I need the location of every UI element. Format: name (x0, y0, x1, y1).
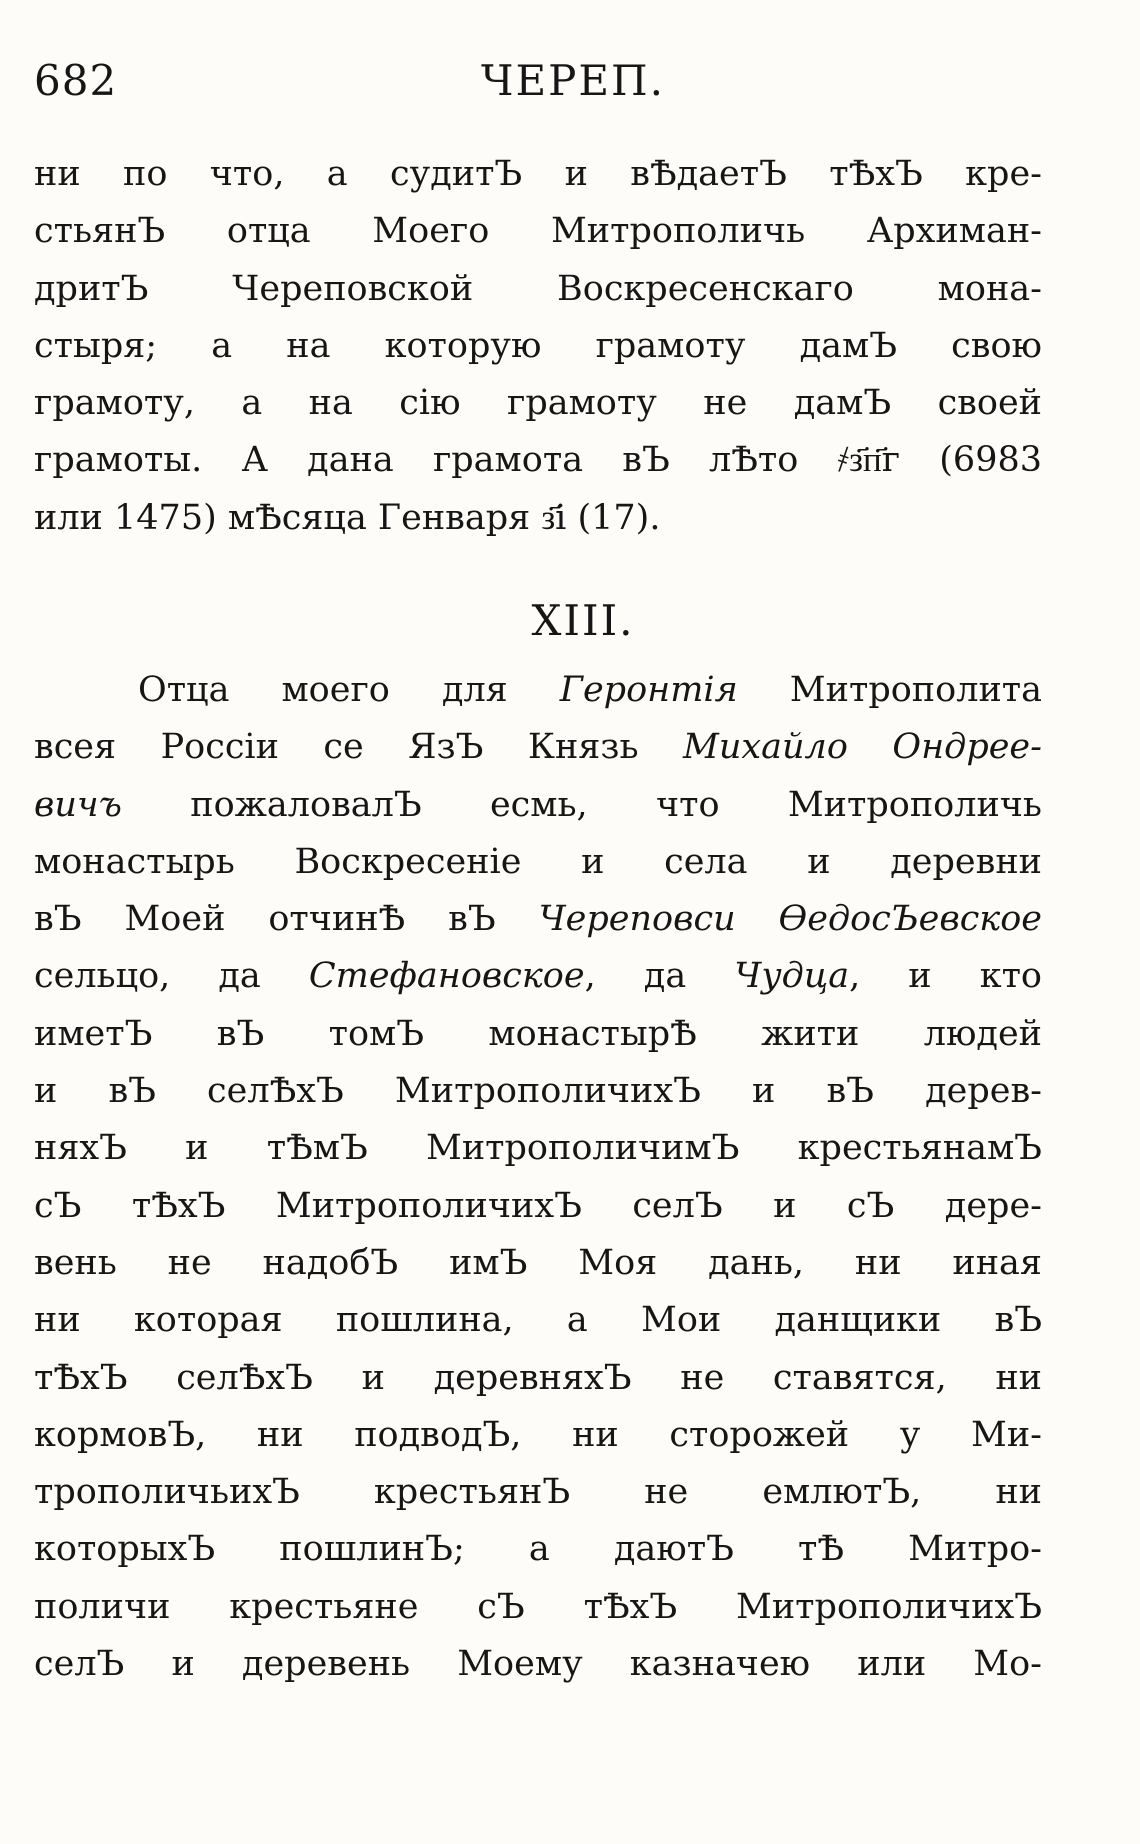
paragraph-continuation (34, 146, 1042, 547)
text-run: и вЪ селѢхЪ МитрополичихЪ и вЪ дерев- (34, 1071, 1042, 1112)
text-run: которыхЪ пошлинЪ; а даютЪ тѢ Митро- (34, 1529, 1042, 1570)
text-run: монастырь Воскресеніе и села и деревни (34, 841, 1042, 882)
text-line: или 1475) мѢсяца Генваря з҃і (17). (34, 497, 661, 538)
text-line (34, 834, 1042, 891)
running-head (34, 56, 1082, 116)
text-line (34, 1350, 1042, 1407)
text-line: стыря; а на которую грамоту дамЪ свою (34, 325, 1042, 366)
text-run: , да (584, 956, 735, 997)
text-run: Митрополита (737, 670, 1042, 710)
italic-name: Геронтія (559, 670, 738, 710)
text-line: ни по что, а судитЪ и вѢдаетЪ тѢхЪ кре- (34, 154, 1042, 194)
text-line (34, 1521, 1042, 1578)
text-run: тѢхЪ селѢхЪ и деревняхЪ не ставятся, ни (34, 1357, 1042, 1398)
text-line (34, 1579, 1042, 1636)
text-line (34, 719, 1042, 776)
text-line (34, 1464, 1042, 1521)
paragraph-charter-xiii (34, 662, 1042, 1693)
text-line (34, 948, 1042, 1005)
page-number: 682 (34, 56, 118, 105)
text-line: грамоты. А дана грамота вЪ лѢто ҂з҃п҃г (6983 (34, 440, 1042, 481)
text-run: няхЪ и тѢмЪ МитрополичимЪ крестьянамЪ (34, 1128, 1042, 1169)
text-run: иметЪ вЪ томЪ монастырѢ жити людей (34, 1013, 1042, 1054)
text-run: вень не надобЪ имЪ Моя дань, ни иная (34, 1242, 1042, 1283)
italic-name: Череповси ѲедосЪевское (538, 899, 1042, 940)
text-run: поличи крестьяне сЪ тѢхЪ МитрополичихЪ (34, 1586, 1042, 1627)
text-line (34, 1292, 1042, 1349)
text-run: Отца моего для (138, 670, 560, 710)
text-run: сЪ тѢхЪ МитрополичихЪ селЪ и сЪ дере- (34, 1185, 1042, 1226)
text-run: ни которая пошлина, а Мои данщики вЪ (34, 1300, 1042, 1341)
text-line: стьянЪ отца Моего Митрополичь Архиман- (34, 211, 1042, 252)
text-run: всея Россіи се ЯзЪ Князь (34, 727, 684, 768)
text-line (34, 891, 1042, 948)
text-run: селЪ и деревень Моему казначею или Мо- (34, 1644, 1042, 1685)
text-line: дритЪ Череповской Воскресенскаго мона- (34, 268, 1042, 309)
text-line (34, 1407, 1042, 1464)
text-line (34, 777, 1042, 834)
italic-name: Михайло Ондрее- (683, 727, 1042, 768)
text-line (34, 1178, 1042, 1235)
text-run: кормовЪ, ни подводЪ, ни сторожей у Ми- (34, 1414, 1042, 1455)
text-run: , и кто (849, 956, 1042, 997)
text-line (34, 1235, 1042, 1292)
text-run: сельцо, да (34, 956, 309, 997)
text-line (34, 1063, 1042, 1120)
text-line: грамоту, а на сію грамоту не дамЪ своей (34, 383, 1042, 424)
italic-name: Чудца (734, 956, 850, 997)
text-run: пожаловалЪ есмь, что Митрополичь (122, 784, 1042, 825)
text-line (34, 662, 1042, 719)
italic-name: вичъ (34, 784, 123, 825)
text-line (34, 1636, 1042, 1693)
text-run: трополичьихЪ крестьянЪ не емлютЪ, ни (34, 1472, 1042, 1513)
italic-name: Стефановское (308, 956, 585, 997)
text-line (34, 1006, 1042, 1063)
running-title: ЧЕРЕП. (480, 56, 666, 105)
text-run: вЪ Моей отчинѢ вЪ (34, 899, 539, 940)
section-heading: XIII. (531, 596, 635, 645)
text-line (34, 1120, 1042, 1177)
